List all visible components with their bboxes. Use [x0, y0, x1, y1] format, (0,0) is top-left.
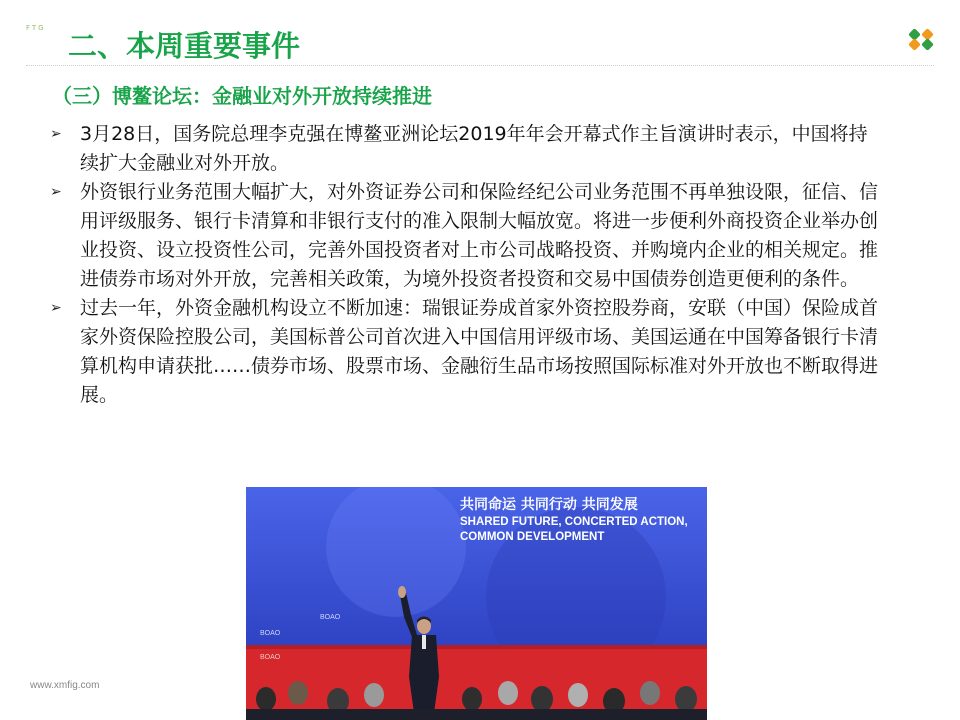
audience-head: [364, 683, 384, 707]
audience-shoulders: [246, 709, 707, 720]
audience-head: [288, 681, 308, 705]
section-subtitle: （三）博鳌论坛：金融业对外开放持续推进: [52, 84, 432, 108]
audience-head: [531, 686, 553, 712]
forum-mark: BOAO: [260, 654, 281, 661]
bullet-item: [50, 120, 880, 178]
audience-head: [640, 681, 660, 705]
banner-chinese: 共同命运 共同行动 共同发展: [460, 497, 638, 513]
forum-mark: BOAO: [320, 614, 341, 621]
bullet-list: [50, 120, 880, 410]
company-logo: [908, 26, 934, 52]
audience-head: [675, 686, 697, 712]
forum-mark: BOAO: [260, 630, 281, 637]
bullet-text: 3月28日，国务院总理李克强在博鳌亚洲论坛2019年年会开幕式作主旨演讲时表示，中国将持续扩大金融业对外开放。: [80, 123, 868, 174]
bullet-item: [50, 294, 880, 410]
bullet-text: 过去一年，外资金融机构设立不断加速：瑞银证券成首家外资控股券商，安联（中国）保险成首家外资保险控股公司，美国标普公司首次进入中国信用评级市场、美国运通在中国筹备银行卡清算机构申请获批……债券市场、股票市场、金融衍生品市场按照国际标准对外开放也不断取得进展。: [80, 297, 879, 406]
arrow-bullet-icon: ➢: [50, 300, 62, 316]
audience-head: [256, 687, 276, 711]
stage-edge: [246, 645, 707, 649]
banner-english: SHARED FUTURE, CONCERTED ACTION, COMMON DEVELOPMENT: [460, 516, 688, 543]
speaker-shirt: [422, 635, 426, 649]
audience-head: [462, 687, 482, 711]
audience-head: [498, 681, 518, 705]
speaker-hand: [398, 586, 406, 598]
title-divider: [26, 65, 934, 66]
footer-url: www.xmfig.com: [30, 680, 100, 691]
bullet-text: 外资银行业务范围大幅扩大，对外资证券公司和保险经纪公司业务范围不再单独设限，征信、信用评级服务、银行卡清算和非银行支付的准入限制大幅放宽。将进一步便利外商投资企业举办创业投资、设立投资性公司，完善外国投资者对上市公司战略投资、并购境内企业的相关规定。推进债券市场对外开放，完善相关政策，为境外投资者投资和交易中国债券创造更便利的条件。: [80, 181, 879, 290]
bullet-item: [50, 178, 880, 294]
audience-head: [568, 683, 588, 707]
slide-title: 二、本周重要事件: [68, 29, 301, 63]
brand-mark: FTG: [26, 24, 46, 32]
arrow-bullet-icon: ➢: [50, 126, 62, 142]
logo-center: [918, 37, 924, 43]
arrow-bullet-icon: ➢: [50, 184, 62, 200]
